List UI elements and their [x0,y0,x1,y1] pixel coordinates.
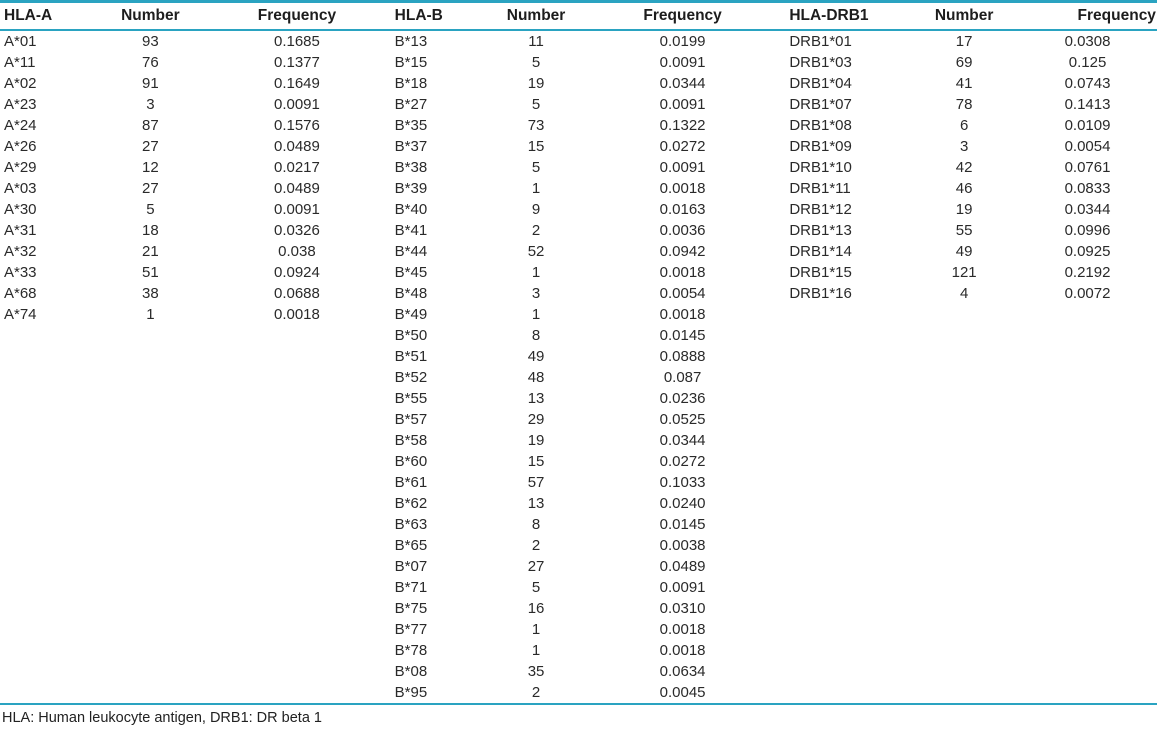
table-row [386,451,772,472]
table-row [386,514,772,535]
frequency-cell: 0.0925 [1064,243,1111,260]
number-cell: 5 [531,96,541,113]
number-cell: 1 [531,264,541,281]
number-cell: 12 [142,159,159,176]
table-row [771,157,1157,178]
table-row [0,52,386,73]
table-row [771,241,1157,262]
frequency-cell: 0.0310 [659,600,706,617]
frequency-cell: 0.0489 [659,558,706,575]
number-cell: 13 [527,495,545,512]
allele-cell: B*58 [394,432,428,449]
allele-cell: A*02 [4,75,37,92]
frequency-cell: 0.0018 [659,306,706,323]
allele-cell: A*30 [4,201,37,218]
allele-cell: DRB1*07 [789,96,852,113]
number-cell: 93 [142,33,159,50]
table-row [386,682,772,703]
number-cell: 1 [146,306,155,323]
allele-cell: B*50 [394,327,428,344]
table-row [386,388,772,409]
number-cell: 2 [531,537,541,554]
allele-cell: B*55 [394,390,428,407]
table-row [386,31,772,52]
column-header-hla-b: HLA-B [394,7,443,24]
column-header-frequency-drb1: Frequency [1077,7,1156,24]
frequency-cell: 0.1413 [1064,96,1111,113]
table-row [0,304,386,325]
frequency-cell: 0.1576 [273,117,320,134]
allele-cell: B*71 [394,579,428,596]
frequency-cell: 0.0145 [659,516,706,533]
table-row [0,199,386,220]
table-row [386,94,772,115]
table-row [771,73,1157,94]
allele-cell: DRB1*13 [789,222,852,239]
column-header-frequency-a: Frequency [257,7,337,24]
number-cell: 73 [527,117,545,134]
allele-cell: A*68 [4,285,37,302]
allele-cell: DRB1*10 [789,159,852,176]
allele-cell: A*74 [4,306,37,323]
table-row [771,199,1157,220]
number-cell: 8 [531,516,541,533]
number-cell: 78 [955,96,973,113]
allele-cell: B*95 [394,684,428,701]
frequency-cell: 0.0272 [659,453,706,470]
table-row [771,136,1157,157]
table-header-row [0,3,1157,29]
allele-cell: A*24 [4,117,37,134]
number-cell: 17 [955,33,973,50]
frequency-cell: 0.0308 [1064,33,1111,50]
number-cell: 19 [527,432,545,449]
table-row [386,367,772,388]
table-row [771,94,1157,115]
column-header-number-b: Number [506,7,566,24]
allele-cell: B*27 [394,96,428,113]
allele-cell: B*18 [394,75,428,92]
frequency-cell: 0.1649 [273,75,320,92]
number-cell: 21 [142,243,159,260]
number-cell: 29 [527,411,545,428]
frequency-cell: 0.0217 [273,159,320,176]
number-cell: 2 [531,684,541,701]
frequency-cell: 0.0833 [1064,180,1111,197]
table-row [386,430,772,451]
table-row [386,136,772,157]
allele-cell: B*49 [394,306,428,323]
frequency-cell: 0.0344 [659,432,706,449]
allele-cell: B*78 [394,642,428,659]
allele-cell: B*65 [394,537,428,554]
frequency-cell: 0.2192 [1064,264,1111,281]
allele-cell: DRB1*11 [789,180,851,197]
number-cell: 121 [951,264,977,281]
number-cell: 15 [527,453,545,470]
column-header-number-drb1: Number [934,7,994,24]
number-cell: 9 [531,201,541,218]
allele-cell: B*51 [394,348,428,365]
allele-cell: B*57 [394,411,428,428]
frequency-cell: 0.0054 [659,285,706,302]
table-row [386,577,772,598]
number-cell: 15 [527,138,545,155]
number-cell: 41 [955,75,973,92]
frequency-cell: 0.0761 [1064,159,1111,176]
allele-cell: B*75 [394,600,428,617]
number-cell: 16 [527,600,545,617]
frequency-cell: 0.0018 [273,306,320,323]
table-row [0,178,386,199]
number-cell: 27 [142,180,159,197]
table-row [386,325,772,346]
frequency-cell: 0.125 [1068,54,1107,71]
number-cell: 3 [531,285,541,302]
frequency-cell: 0.1377 [273,54,320,71]
number-cell: 48 [527,369,545,386]
table-row [386,283,772,304]
frequency-cell: 0.0344 [1064,201,1111,218]
table-row [386,241,772,262]
frequency-cell: 0.0038 [659,537,706,554]
allele-cell: A*26 [4,138,37,155]
table-row [0,94,386,115]
number-cell: 4 [959,285,969,302]
allele-cell: B*45 [394,264,428,281]
allele-cell: B*60 [394,453,428,470]
number-cell: 49 [955,243,973,260]
allele-cell: B*40 [394,201,428,218]
number-cell: 3 [959,138,969,155]
header-group-hla-drb1 [771,7,1157,25]
frequency-cell: 0.0240 [659,495,706,512]
table-row [386,178,772,199]
number-cell: 55 [955,222,973,239]
frequency-cell: 0.0942 [659,243,706,260]
number-cell: 38 [142,285,159,302]
number-cell: 35 [527,663,545,680]
number-cell: 76 [142,54,159,71]
table-row [386,346,772,367]
table-row [386,661,772,682]
allele-cell: DRB1*09 [789,138,852,155]
table-row [0,157,386,178]
number-cell: 52 [527,243,545,260]
table-row [386,157,772,178]
allele-cell: A*11 [4,54,36,71]
frequency-cell: 0.0018 [659,180,706,197]
hla-drb1-column [771,31,1157,304]
frequency-cell: 0.0272 [659,138,706,155]
frequency-cell: 0.0688 [273,285,320,302]
frequency-cell: 0.0163 [659,201,706,218]
number-cell: 19 [527,75,545,92]
frequency-cell: 0.0045 [659,684,706,701]
number-cell: 19 [955,201,973,218]
table-row [0,220,386,241]
frequency-cell: 0.0054 [1064,138,1111,155]
table-row [0,241,386,262]
allele-cell: B*44 [394,243,428,260]
allele-cell: DRB1*04 [789,75,852,92]
table-row [771,52,1157,73]
table-row [0,31,386,52]
allele-cell: B*15 [394,54,428,71]
allele-cell: B*35 [394,117,428,134]
frequency-cell: 0.0018 [659,642,706,659]
allele-cell: B*62 [394,495,428,512]
number-cell: 69 [955,54,973,71]
frequency-cell: 0.0091 [659,159,706,176]
frequency-cell: 0.0018 [659,621,706,638]
number-cell: 2 [531,222,541,239]
table-row [386,262,772,283]
allele-cell: B*37 [394,138,428,155]
number-cell: 42 [955,159,973,176]
frequency-cell: 0.0344 [659,75,706,92]
frequency-cell: 0.1033 [659,474,706,491]
table-row [0,262,386,283]
frequency-cell: 0.0236 [659,390,706,407]
frequency-cell: 0.0924 [273,264,320,281]
allele-cell: B*39 [394,180,428,197]
number-cell: 1 [531,642,541,659]
number-cell: 27 [142,138,159,155]
number-cell: 18 [142,222,159,239]
allele-cell: B*48 [394,285,428,302]
header-group-hla-b [386,7,772,25]
frequency-cell: 0.1685 [273,33,320,50]
allele-cell: B*41 [394,222,428,239]
allele-cell: A*29 [4,159,37,176]
table-row [386,598,772,619]
number-cell: 1 [531,180,541,197]
frequency-cell: 0.0489 [273,138,320,155]
number-cell: 87 [142,117,159,134]
allele-cell: DRB1*08 [789,117,852,134]
allele-cell: DRB1*03 [789,54,852,71]
hla-a-column [0,31,386,325]
table-row [386,115,772,136]
table-row [386,52,772,73]
column-header-number-a: Number [121,7,180,24]
frequency-cell: 0.0145 [659,327,706,344]
header-group-hla-a [0,7,386,25]
frequency-cell: 0.0091 [659,579,706,596]
allele-cell: B*07 [394,558,428,575]
frequency-cell: 0.0634 [659,663,706,680]
allele-cell: DRB1*01 [789,33,852,50]
frequency-cell: 0.0018 [659,264,706,281]
frequency-cell: 0.0091 [273,201,320,218]
hla-b-column [386,31,772,703]
allele-cell: DRB1*16 [789,285,852,302]
frequency-cell: 0.0996 [1064,222,1111,239]
allele-cell: B*61 [394,474,428,491]
frequency-cell: 0.0091 [659,96,706,113]
table-row [386,220,772,241]
table-row [386,199,772,220]
frequency-cell: 0.0888 [659,348,706,365]
frequency-cell: 0.0326 [273,222,320,239]
frequency-cell: 0.0036 [659,222,706,239]
frequency-cell: 0.1322 [659,117,706,134]
number-cell: 57 [527,474,545,491]
allele-cell: B*13 [394,33,428,50]
number-cell: 11 [528,33,544,50]
allele-cell: B*08 [394,663,428,680]
table-row [771,178,1157,199]
table-row [386,73,772,94]
table-row [771,115,1157,136]
number-cell: 8 [531,327,541,344]
frequency-cell: 0.0109 [1064,117,1111,134]
table-row [0,115,386,136]
allele-cell: A*31 [4,222,37,239]
table-row [771,283,1157,304]
allele-cell: A*01 [4,33,37,50]
number-cell: 51 [142,264,159,281]
allele-cell: B*52 [394,369,428,386]
allele-cell: DRB1*14 [789,243,852,260]
column-header-hla-a: HLA-A [4,7,53,24]
table-footnote: HLA: Human leukocyte antigen, DRB1: DR beta 1 [2,710,322,726]
table-row [771,31,1157,52]
frequency-cell: 0.0525 [659,411,706,428]
number-cell: 6 [959,117,969,134]
frequency-cell: 0.0072 [1064,285,1111,302]
allele-cell: A*23 [4,96,37,113]
column-header-frequency-b: Frequency [643,7,722,24]
number-cell: 49 [527,348,545,365]
table-row [771,262,1157,283]
number-cell: 5 [146,201,155,218]
allele-cell: B*77 [394,621,428,638]
allele-cell: B*63 [394,516,428,533]
frequency-cell: 0.038 [278,243,316,260]
number-cell: 5 [531,579,541,596]
allele-cell: A*03 [4,180,37,197]
allele-cell: B*38 [394,159,428,176]
frequency-cell: 0.0199 [659,33,706,50]
number-cell: 5 [531,159,541,176]
allele-cell: A*32 [4,243,37,260]
frequency-cell: 0.0091 [659,54,706,71]
frequency-cell: 0.087 [663,369,702,386]
allele-cell: DRB1*15 [789,264,852,281]
table-row [386,304,772,325]
number-cell: 46 [955,180,973,197]
number-cell: 1 [531,306,541,323]
table-row [386,640,772,661]
number-cell: 91 [142,75,159,92]
table-row [386,535,772,556]
column-header-hla-drb1: HLA-DRB1 [789,7,869,24]
table-row [0,73,386,94]
table-row [0,283,386,304]
frequency-cell: 0.0489 [273,180,320,197]
allele-cell: A*33 [4,264,37,281]
frequency-cell: 0.0091 [273,96,320,113]
allele-cell: DRB1*12 [789,201,852,218]
number-cell: 3 [146,96,155,113]
number-cell: 13 [527,390,545,407]
table-row [771,220,1157,241]
table-row [386,472,772,493]
table-row [0,136,386,157]
frequency-cell: 0.0743 [1064,75,1111,92]
table-body [0,31,1157,703]
table-row [386,619,772,640]
table-row [386,493,772,514]
number-cell: 5 [531,54,541,71]
table-row [386,409,772,430]
number-cell: 1 [531,621,541,638]
table-row [386,556,772,577]
number-cell: 27 [527,558,545,575]
